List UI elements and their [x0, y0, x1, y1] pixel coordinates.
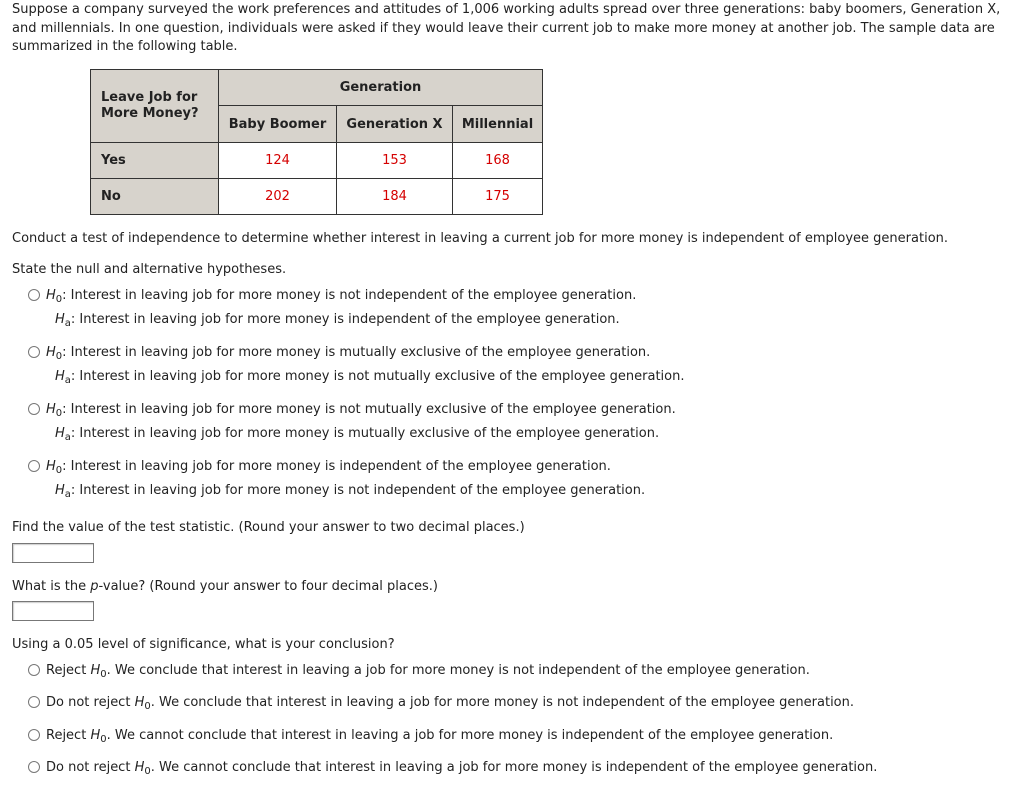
conclusion-option-2[interactable]: Do not reject $H_0$. We conclude that interest in leaving a job for more money is not independent of the employee generation.: [28, 695, 854, 712]
table-row-yes: [91, 143, 543, 179]
col-header-baby-boomer: Baby Boomer: [219, 106, 337, 143]
row-label-no: No: [91, 179, 219, 215]
radio-button[interactable]: [28, 403, 40, 415]
conclusion-option-4[interactable]: Do not reject $H_0$. We cannot conclude that interest in leaving a job for more money is independent of the employee generation.: [28, 760, 877, 777]
radio-button[interactable]: [28, 696, 40, 708]
table-corner-header: [91, 70, 219, 143]
conclusion-prompt: Using a 0.05 level of significance, what is your conclusion?: [12, 637, 395, 652]
col-header-generation-x: Generation X: [337, 106, 453, 143]
radio-button[interactable]: [28, 664, 40, 676]
test-statistic-prompt: Find the value of the test statistic. (Round your answer to two decimal places.): [12, 520, 525, 535]
radio-button[interactable]: [28, 729, 40, 741]
p-value-prompt: What is the p-value? (Round your answer to four decimal places.): [12, 579, 438, 594]
generation-group-header: Generation: [219, 70, 543, 106]
radio-button[interactable]: [28, 289, 40, 301]
hypothesis-option-4-ha: $H_a$: Interest in leaving job for more money is not independent of the employee generation.: [55, 483, 646, 500]
table-row-no: [91, 179, 543, 215]
contingency-table: [90, 69, 543, 215]
cell-yes-baby-boomer: 124: [219, 143, 337, 179]
hypothesis-option-2[interactable]: $H_0$: Interest in leaving job for more money is mutually exclusive of the employee generation.: [28, 345, 650, 362]
row-label-yes: Yes: [91, 143, 219, 179]
radio-button[interactable]: [28, 346, 40, 358]
cell-no-baby-boomer: 202: [219, 179, 337, 215]
hypothesis-option-3[interactable]: $H_0$: Interest in leaving job for more money is not mutually exclusive of the employee generation.: [28, 402, 676, 419]
test-statistic-input[interactable]: [12, 543, 94, 563]
task-text: Conduct a test of independence to determine whether interest in leaving a current job for more money is independent of employee generation.: [12, 231, 949, 246]
hypothesis-option-1[interactable]: $H_0$: Interest in leaving job for more money is not independent of the employee generation.: [28, 288, 636, 305]
corner-label-line1: Leave Job for: [101, 90, 198, 105]
hypothesis-option-3-ha: $H_a$: Interest in leaving job for more money is mutually exclusive of the employee generation.: [55, 426, 660, 443]
cell-yes-generation-x: 153: [337, 143, 453, 179]
col-header-millennial: Millennial: [453, 106, 543, 143]
p-value-input[interactable]: [12, 601, 94, 621]
corner-label-line2: More Money?: [101, 106, 199, 121]
hypotheses-prompt: State the null and alternative hypotheses.: [12, 262, 287, 277]
cell-yes-millennial: 168: [453, 143, 543, 179]
cell-no-millennial: 175: [453, 179, 543, 215]
conclusion-option-1[interactable]: Reject $H_0$. We conclude that interest in leaving a job for more money is not independent of the employee generation.: [28, 663, 810, 680]
conclusion-option-3[interactable]: Reject $H_0$. We cannot conclude that interest in leaving a job for more money is independent of the employee generation.: [28, 728, 833, 745]
hypothesis-option-2-ha: $H_a$: Interest in leaving job for more money is not mutually exclusive of the employee generation.: [55, 369, 685, 386]
cell-no-generation-x: 184: [337, 179, 453, 215]
radio-button[interactable]: [28, 761, 40, 773]
hypothesis-option-4[interactable]: $H_0$: Interest in leaving job for more money is independent of the employee generation.: [28, 459, 611, 476]
radio-button[interactable]: [28, 460, 40, 472]
hypothesis-option-1-ha: $H_a$: Interest in leaving job for more money is independent of the employee generation.: [55, 312, 620, 329]
problem-intro: Suppose a company surveyed the work preferences and attitudes of 1,006 working adults spread over three generations: baby boomers, Generation X, and millennials. In one question, individuals were asked if they would leave their current job to make more money at another job. The sample data are summarized in the following table.: [12, 2, 1001, 54]
